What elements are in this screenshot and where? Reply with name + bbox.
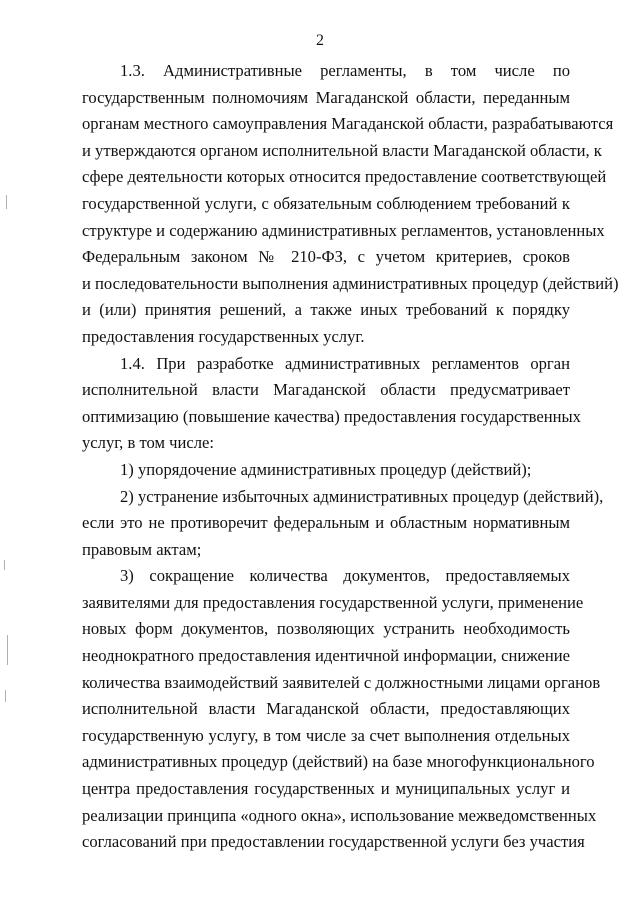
text-line: услуг, в том числе: — [82, 433, 214, 453]
text-line: реализации принципа «одного окна», использование межведомственных — [82, 805, 597, 825]
text-line: правовым актам; — [82, 539, 202, 559]
scan-artifact — [5, 690, 6, 702]
text-line: 2) устранение избыточных административных процедур (действий), — [120, 486, 604, 506]
text-line: оптимизацию (повышение качества) предоставления государственных — [82, 406, 581, 426]
text-line: и последовательности выполнения административных процедур (действий) — [82, 273, 619, 293]
text-line: государственную услугу, в том числе за счет выполнения отдельных — [82, 725, 570, 745]
text-line: государственной услуги, с обязательным соблюдением требований к — [82, 193, 570, 213]
text-line: согласований при предоставлении государственной услуги без участия — [82, 832, 585, 852]
page-number: 2 — [316, 32, 324, 49]
text-line: предоставления государственных услуг. — [82, 326, 365, 346]
text-line: и утверждаются органом исполнительной власти Магаданской области, к — [82, 140, 602, 160]
text-line: исполнительной власти Магаданской области предусматривает — [82, 380, 570, 400]
text-line: 1.3. Административные регламенты, в том числе по — [120, 61, 570, 80]
text-line: неоднократного предоставления идентичной информации, снижение — [82, 646, 570, 666]
text-line: новых форм документов, позволяющих устранить необходимость — [82, 619, 570, 639]
text-line: органам местного самоуправления Магаданской области, разрабатываются — [82, 114, 614, 134]
text-line: административных процедур (действий) на базе многофункционального — [82, 752, 595, 772]
scan-artifact — [7, 635, 8, 665]
scan-artifact — [4, 560, 5, 570]
text-line: сфере деятельности которых относится предоставление соответствующей — [82, 167, 607, 187]
text-line: и (или) принятия решений, а также иных требований к порядку — [82, 300, 570, 320]
scan-artifact — [6, 195, 7, 209]
text-line: структуре и содержанию административных регламентов, установленных — [82, 220, 605, 240]
text-line: 3) сокращение количества документов, предоставляемых — [120, 566, 570, 586]
text-line: государственным полномочиям Магаданской области, переданным — [82, 87, 570, 107]
text-line: 1) упорядочение административных процедур (действий); — [120, 459, 532, 479]
text-line: количества взаимодействий заявителей с должностными лицами органов — [82, 672, 601, 692]
document-body — [82, 58, 619, 856]
text-line: центра предоставления государственных и муниципальных услуг и — [82, 779, 570, 799]
text-line: заявителями для предоставления государственной услуги, применение — [82, 592, 584, 612]
text-line: 1.4. При разработке административных регламентов орган — [120, 353, 570, 373]
text-line: если это не противоречит федеральным и областным нормативным — [82, 513, 570, 533]
text-line: Федеральным законом № 210-ФЗ, с учетом критериев, сроков — [82, 247, 570, 267]
text-line: исполнительной власти Магаданской области, предоставляющих — [82, 699, 570, 719]
